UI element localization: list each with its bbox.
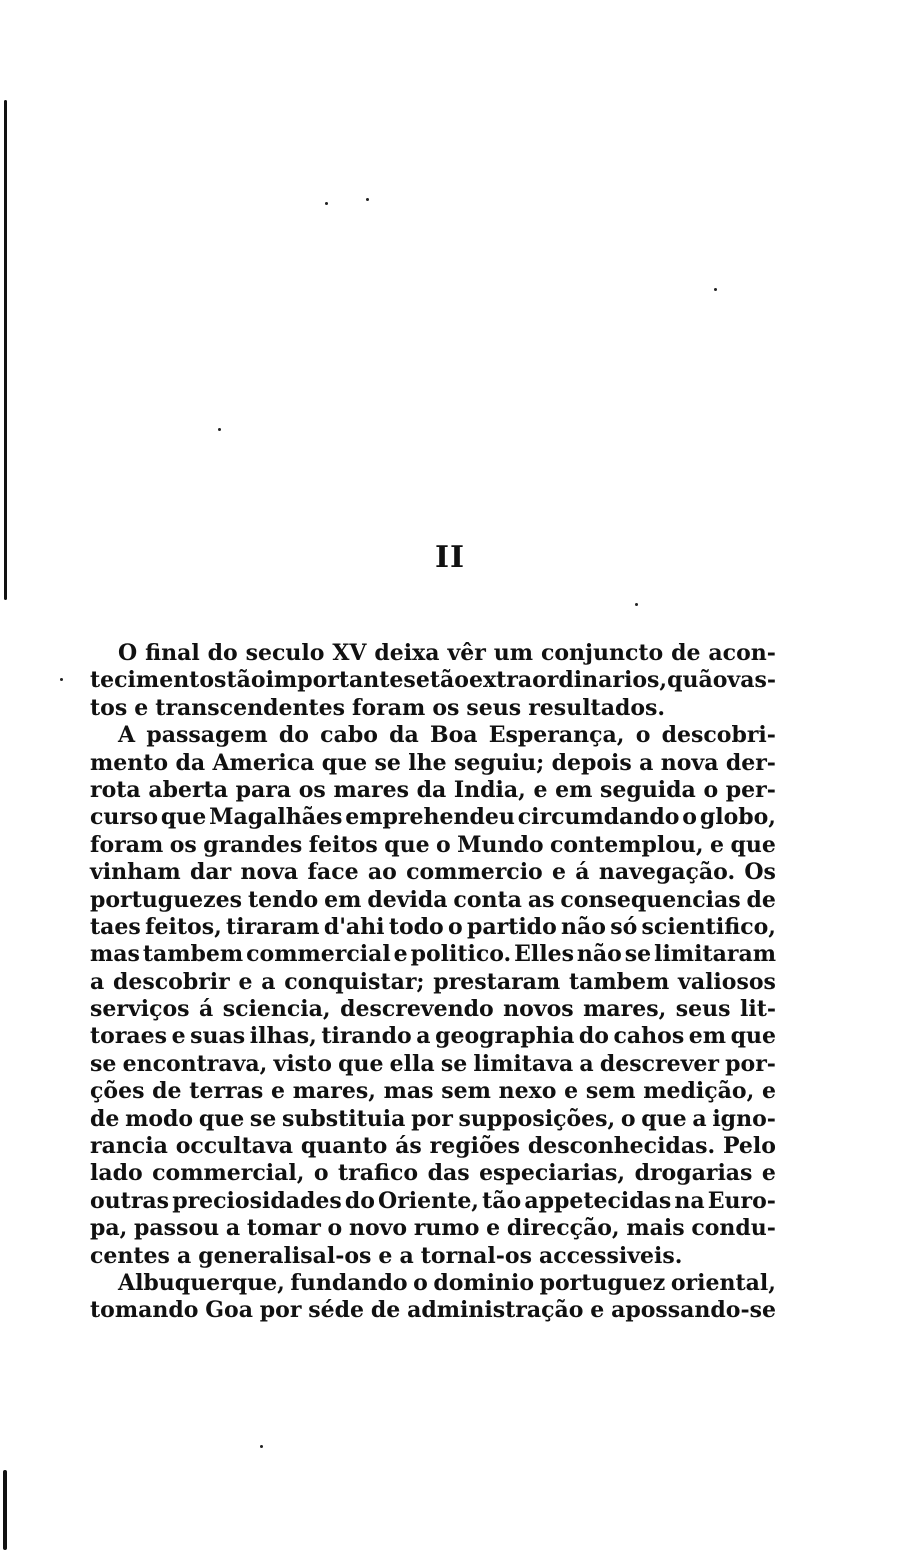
paragraph	[90, 1270, 776, 1325]
scan-edge-shadow	[3, 1470, 7, 1550]
text-line: centes a generalisal-os e a tornal-os accessiveis.	[90, 1242, 683, 1269]
text-line: tomando Goa por séde de administração e apossando-se	[90, 1297, 776, 1324]
text-line: taes feitos, tiraram d'ahi todo o partido não só scientifico,	[90, 913, 776, 940]
chapter-heading: II	[434, 540, 466, 575]
text-line: tecimentos tão importantes e tão extraordinarios, quão vas-	[90, 667, 776, 694]
text-line: A passagem do cabo da Boa Esperança, o descobri-	[118, 722, 776, 749]
text-line: de modo que se substituia por supposições, o que a igno-	[90, 1105, 776, 1132]
text-line: a descobrir e a conquistar; prestaram tambem valiosos	[90, 968, 776, 995]
paragraph	[90, 722, 776, 1270]
text-line: curso que Magalhães emprehendeu circumdando o globo,	[90, 804, 776, 831]
text-line: outras preciosidades do Oriente, tão appetecidas na Euro-	[90, 1187, 776, 1214]
body-text	[90, 640, 776, 1325]
text-line: ções de terras e mares, mas sem nexo e sem medição, e	[90, 1078, 776, 1105]
text-line: toraes e suas ilhas, tirando a geographia do cahos em que	[90, 1023, 776, 1050]
text-line: lado commercial, o trafico das especiarias, drogarias e	[90, 1160, 776, 1187]
text-line: mento da America que se lhe seguiu; depois a nova der-	[90, 749, 776, 776]
scan-speck	[218, 428, 221, 431]
text-line: rota aberta para os mares da India, e em seguida o per-	[90, 776, 776, 803]
text-line: O final do seculo XV deixa vêr um conjuncto de acon-	[118, 640, 776, 666]
text-line: serviços á sciencia, descrevendo novos mares, seus lit-	[90, 996, 776, 1023]
text-line: foram os grandes feitos que o Mundo contemplou, e que	[90, 831, 776, 858]
text-line: vinham dar nova face ao commercio e á navegação. Os	[90, 859, 776, 886]
scan-speck	[366, 198, 369, 201]
text-line: pa, passou a tomar o novo rumo e direcção, mais condu-	[90, 1215, 776, 1242]
scan-speck	[635, 603, 638, 606]
text-line: Albuquerque, fundando o dominio portuguez oriental,	[118, 1269, 776, 1296]
text-line: rancia occultava quanto ás regiões desconhecidas. Pelo	[90, 1133, 776, 1160]
text-line: se encontrava, visto que ella se limitava a descrever por-	[90, 1050, 776, 1077]
scan-speck	[714, 288, 717, 291]
scan-speck	[60, 678, 63, 681]
text-line: portuguezes tendo em devida conta as consequencias de	[90, 886, 776, 913]
scan-speck	[325, 202, 328, 205]
text-line: mas tambem commercial e politico. Elles não se limitaram	[90, 941, 776, 968]
paragraph	[90, 640, 776, 722]
scan-speck	[260, 1445, 263, 1448]
scan-edge-shadow	[4, 100, 7, 600]
text-line: tos e transcendentes foram os seus resultados.	[90, 694, 666, 721]
